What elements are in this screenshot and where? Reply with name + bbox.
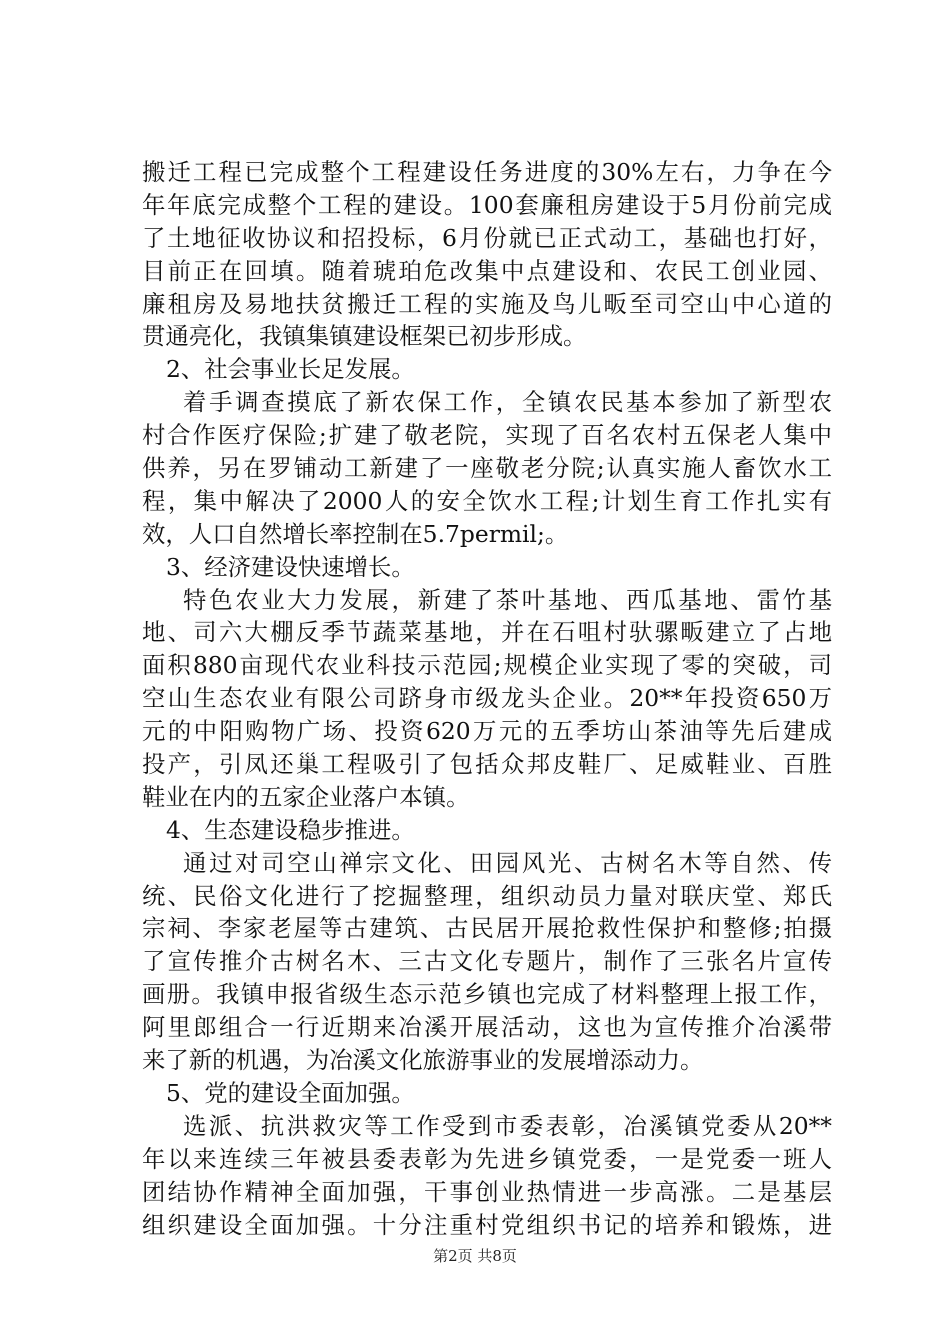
body-line: 目前正在回填。随着琥珀危改集中点建设和、农民工创业园、 [142,256,832,285]
body-line: 投产，引凤还巢工程吸引了包括众邦皮鞋厂、足威鞋业、百胜 [142,750,832,779]
body-line: 年以来连续三年被县委表彰为先进乡镇党委，一是党委一班人 [142,1144,832,1173]
body-line: 鞋业在内的五家企业落户本镇。 [142,782,470,811]
body-line: 廉租房及易地扶贫搬迁工程的实施及鸟儿畈至司空山中心道的 [142,289,832,318]
body-line: 了宣传推介古树名木、三古文化专题片，制作了三张名片宣传 [142,947,832,976]
body-line: 空山生态农业有限公司跻身市级龙头企业。20**年投资650万 [142,684,832,713]
body-line: 效，人口自然增长率控制在5.7permil;。 [142,519,569,548]
section-heading: 3、经济建设快速增长。 [166,552,415,581]
body-line: 特色农业大力发展，新建了茶叶基地、西瓜基地、雷竹基 [183,585,832,614]
body-line: 阿里郎组合一行近期来冶溪开展活动，这也为宣传推介冶溪带 [142,1013,832,1042]
body-line: 组织建设全面加强。十分注重村党组织书记的培养和锻炼，进 [142,1210,832,1239]
body-line: 年年底完成整个工程的建设。100套廉租房建设于5月份前完成 [142,190,832,219]
body-line: 来了新的机遇，为冶溪文化旅游事业的发展增添动力。 [142,1046,704,1075]
body-line: 了土地征收协议和招投标，6月份就已正式动工，基础也打好， [142,223,832,252]
section-heading: 5、党的建设全面加强。 [166,1078,415,1107]
body-line: 供养，另在罗铺动工新建了一座敬老分院;认真实施人畜饮水工 [142,454,832,483]
section-heading: 2、社会事业长足发展。 [166,355,415,384]
body-line: 贯通亮化，我镇集镇建设框架已初步形成。 [142,322,587,351]
page-number: 第2页 共8页 [433,1247,517,1265]
body-line: 地、司六大棚反季节蔬菜基地，并在石咀村驮骡畈建立了占地 [142,618,832,647]
body-line: 搬迁工程已完成整个工程建设任务进度的30%左右，力争在今 [142,158,832,186]
body-line: 着手调查摸底了新农保工作，全镇农民基本参加了新型农 [183,388,832,417]
body-line: 程，集中解决了2000人的安全饮水工程;计划生育工作扎实有 [142,486,832,515]
body-line: 通过对司空山禅宗文化、田园风光、古树名木等自然、传 [183,848,832,877]
body-line: 团结协作精神全面加强，干事创业热情进一步高涨。二是基层 [142,1177,832,1206]
body-line: 统、民俗文化进行了挖掘整理，组织动员力量对联庆堂、郑氏 [142,881,832,910]
body-line: 画册。我镇申报省级生态示范乡镇也完成了材料整理上报工作， [142,980,832,1009]
document-body [142,156,832,1241]
body-line: 选派、抗洪救灾等工作受到市委表彰，冶溪镇党委从20** [183,1111,832,1140]
body-line: 面积880亩现代农业科技示范园;规模企业实现了零的突破，司 [142,651,832,680]
body-line: 元的中阳购物广场、投资620万元的五季坊山茶油等先后建成 [142,717,832,746]
body-line: 宗祠、李家老屋等古建筑、古民居开展抢救性保护和整修;拍摄 [142,914,832,943]
body-line: 村合作医疗保险;扩建了敬老院，实现了百名农村五保老人集中 [142,421,832,450]
section-heading: 4、生态建设稳步推进。 [166,815,415,844]
